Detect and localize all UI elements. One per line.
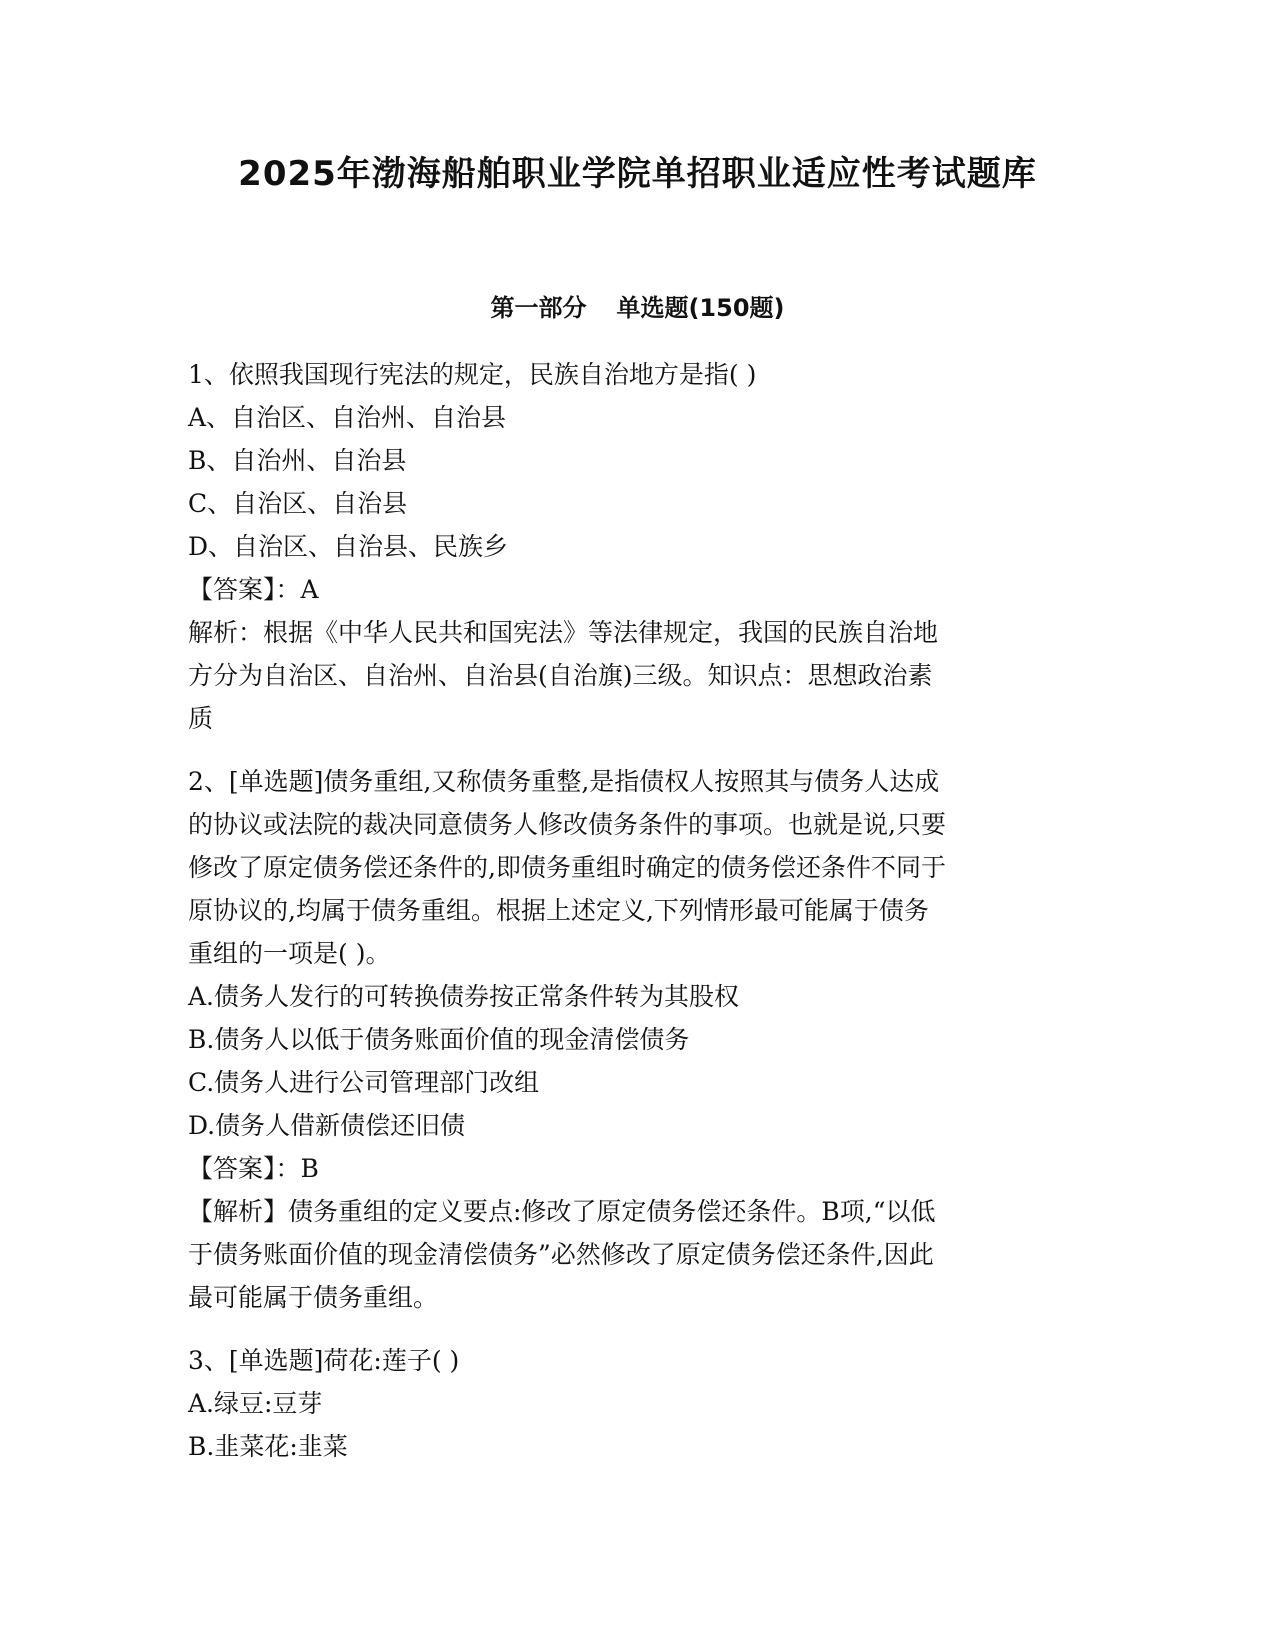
- explanation-line: 【解析】债务重组的定义要点:修改了原定债务偿还条件。B项,“以低: [188, 1197, 936, 1226]
- question-stem: 的协议或法院的裁决同意债务人修改债务条件的事项。也就是说,只要: [188, 810, 946, 839]
- question-list: [188, 353, 1088, 1488]
- explanation-line: 解析：根据《中华人民共和国宪法》等法律规定，我国的民族自治地: [188, 618, 939, 647]
- document-title: 2025年渤海船舶职业学院单招职业适应性考试题库: [238, 154, 1037, 194]
- question-stem: 重组的一项是( )。: [188, 939, 391, 968]
- option-d: D.债务人借新债偿还旧债: [188, 1111, 466, 1140]
- option-d: D、自治区、自治县、民族乡: [188, 532, 509, 561]
- question-2: [188, 760, 1088, 1319]
- answer: 【答案】：A: [188, 575, 319, 604]
- section-heading: [0, 290, 1275, 326]
- option-a: A、自治区、自治州、自治县: [188, 403, 507, 432]
- option-c: C.债务人进行公司管理部门改组: [188, 1068, 540, 1097]
- option-a: A.债务人发行的可转换债券按正常条件转为其股权: [188, 982, 740, 1011]
- option-b: B.债务人以低于债务账面价值的现金清偿债务: [188, 1025, 690, 1054]
- question-stem: 原协议的,均属于债务重组。根据上述定义,下列情形最可能属于债务: [188, 896, 929, 925]
- section-name: 单选题(150题): [616, 294, 785, 322]
- question-stem: 2、[单选题]债务重组,又称债务重整,是指债权人按照其与债务人达成: [188, 767, 940, 796]
- question-stem: 1、依照我国现行宪法的规定，民族自治地方是指( ): [188, 360, 757, 389]
- explanation-line: 质: [188, 704, 214, 733]
- option-b: B、自治州、自治县: [188, 446, 407, 475]
- question-stem: 3、[单选题]荷花:莲子( ): [188, 1346, 460, 1375]
- explanation-line: 最可能属于债务重组。: [188, 1283, 439, 1312]
- question-stem: 修改了原定债务偿还条件的,即债务重组时确定的债务偿还条件不同于: [188, 853, 946, 882]
- question-1: [188, 353, 1088, 740]
- section-label: 第一部分: [490, 294, 587, 322]
- explanation-line: 方分为自治区、自治州、自治县(自治旗)三级。知识点：思想政治素: [188, 661, 933, 690]
- question-3: [188, 1339, 1088, 1468]
- answer: 【答案】：B: [188, 1154, 319, 1183]
- option-b: B.韭菜花:韭菜: [188, 1432, 348, 1461]
- option-a: A.绿豆:豆芽: [188, 1389, 323, 1418]
- explanation-line: 于债务账面价值的现金清偿债务”必然修改了原定债务偿还条件,因此: [188, 1240, 934, 1269]
- option-c: C、自治区、自治县: [188, 489, 408, 518]
